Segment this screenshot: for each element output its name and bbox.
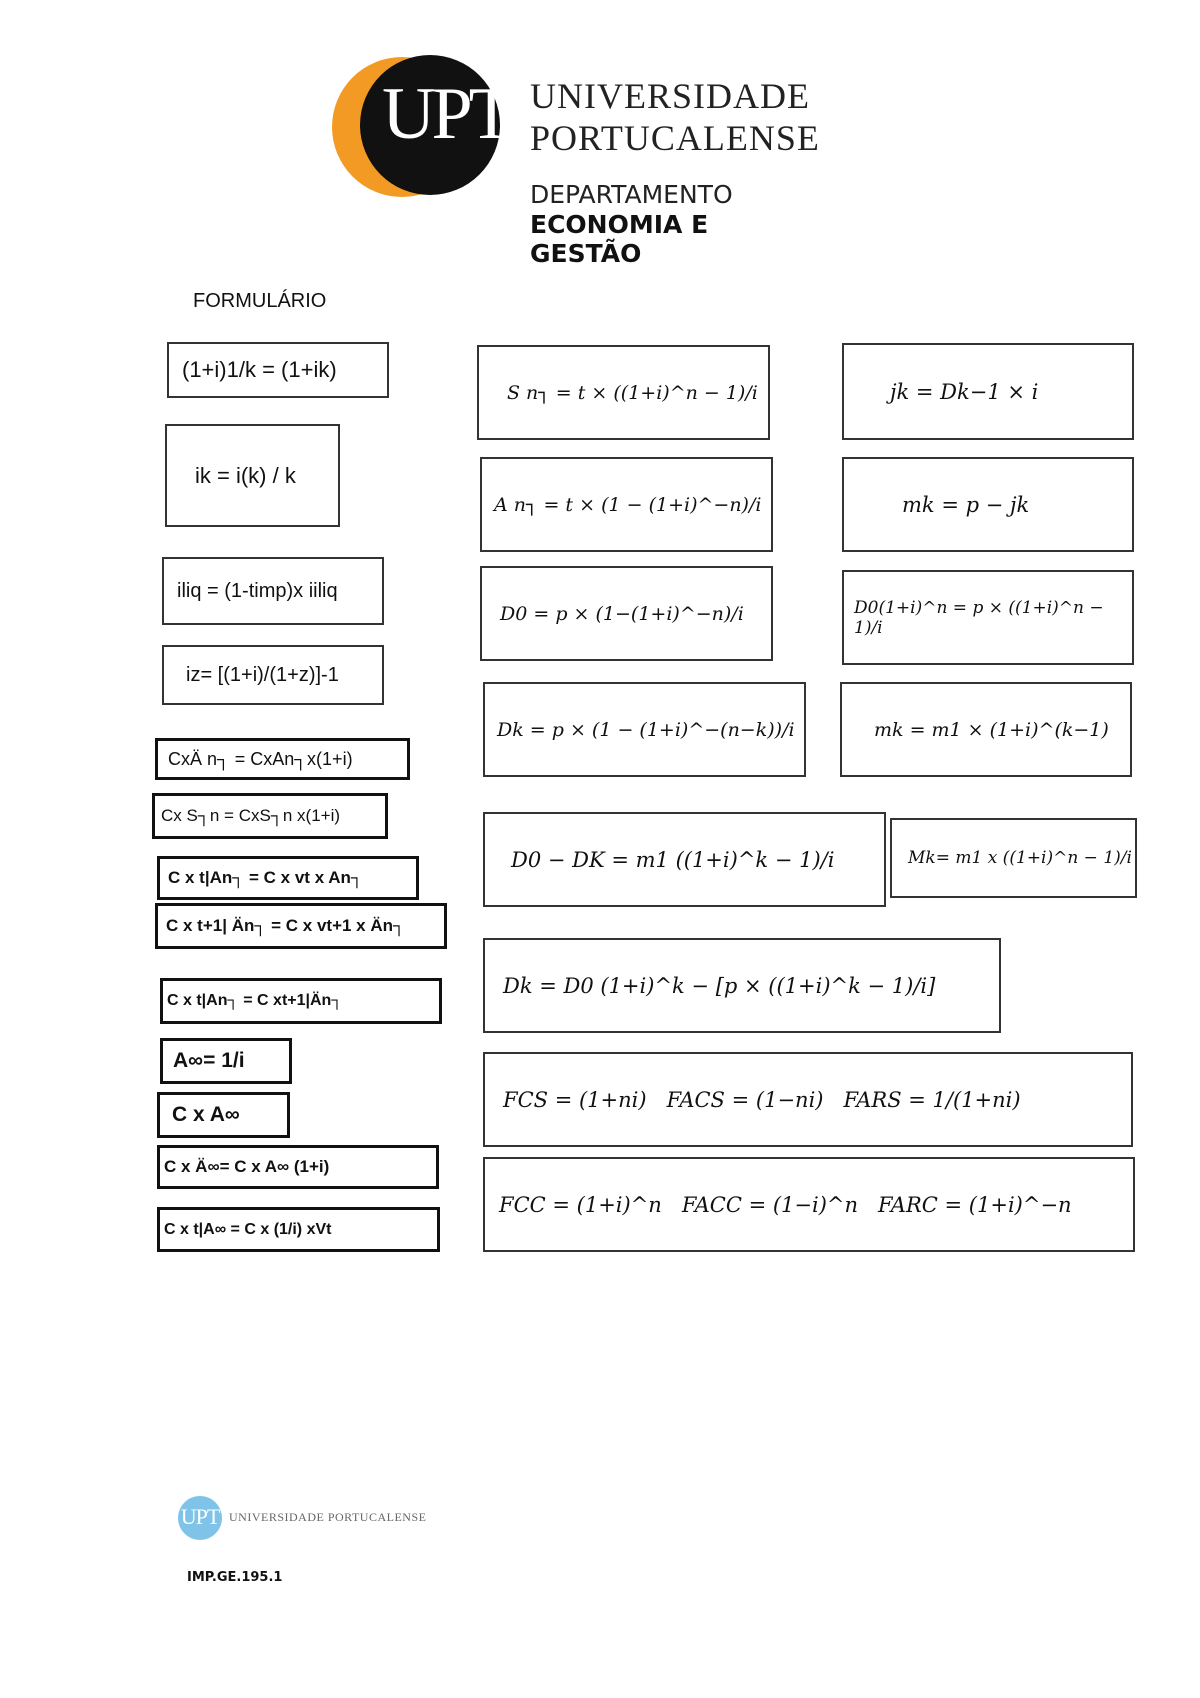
formula-box-dk-prosp xyxy=(483,938,1001,1033)
formula-box-accum-due xyxy=(152,793,388,839)
formula-deferred-equal: C x t|An┐ = C xt+1|Än┐ xyxy=(167,992,343,1009)
logo-mark: UPT xyxy=(382,73,510,155)
formula-box-mk xyxy=(842,457,1134,552)
formula-d0: D0 = p × (1−(1+i)^−n)/i xyxy=(500,602,744,625)
formula-dk: Dk = p × (1 − (1+i)^−(n−k))/i xyxy=(497,718,795,741)
footer-logo xyxy=(177,1495,457,1545)
formula-perp-due: C x Ä∞= C x A∞ (1+i) xyxy=(164,1157,330,1176)
formula-ik-div: ik = i(k) / k xyxy=(195,462,296,488)
formula-deferred-due: C x t+1| Än┐ = C x vt+1 x Än┐ xyxy=(166,916,406,935)
formula-ik-equiv: (1+i)1/k = (1+ik) xyxy=(182,357,337,382)
formula-fcs-row: FCS = (1+ni) FACS = (1−ni) FARS = 1/(1+ni) xyxy=(503,1087,1021,1112)
header-logo xyxy=(330,55,820,268)
formula-box-jk xyxy=(842,343,1134,440)
formula-box-perp-due xyxy=(157,1145,439,1189)
section-title: FORMULÁRIO xyxy=(193,290,327,312)
formula-d0-dk: D0 − DK = m1 ((1+i)^k − 1)/i xyxy=(511,847,835,872)
formula-box-ik-equiv xyxy=(167,342,389,398)
university-line1: UNIVERSIDADE xyxy=(530,76,810,116)
formula-jk: jk = Dk−1 × i xyxy=(890,379,1039,404)
formula-dk-prosp: Dk = D0 (1+i)^k − [p × ((1+i)^k − 1)/i] xyxy=(503,973,936,998)
formula-box-sn xyxy=(477,345,770,440)
formula-box-iliq xyxy=(162,557,384,625)
formula-box-Mk xyxy=(890,818,1137,898)
formula-box-d0-fv xyxy=(842,570,1134,665)
formula-deferred: C x t|An┐ = C x vt x An┐ xyxy=(168,868,363,887)
formula-box-deferred xyxy=(157,856,419,900)
formula-box-perp xyxy=(160,1038,292,1084)
formula-box-d0 xyxy=(480,566,773,661)
doc-code: IMP.GE.195.1 xyxy=(187,1570,283,1585)
formula-box-fcs-row xyxy=(483,1052,1133,1147)
formula-mk-m1: mk = m1 × (1+i)^(k−1) xyxy=(874,718,1109,741)
formula-perp-deferred: C x t|A∞ = C x (1/i) xVt xyxy=(164,1220,332,1238)
footer-university-name: UNIVERSIDADE PORTUCALENSE xyxy=(229,1510,427,1524)
formula-Mk: Mk= m1 x ((1+i)^n − 1)/i xyxy=(908,848,1132,868)
formula-box-dk xyxy=(483,682,806,777)
formula-iz: iz= [(1+i)/(1+z)]-1 xyxy=(186,663,339,686)
formula-d0-fv: D0(1+i)^n = p × ((1+i)^n − 1)/i xyxy=(854,597,1104,638)
formula-perp-c: C x A∞ xyxy=(172,1103,240,1126)
footer-logo-mark: UPT xyxy=(180,1504,220,1529)
formula-accum-due: Cx S┐n = CxS┐n x(1+i) xyxy=(161,806,341,825)
formula-box-mk-m1 xyxy=(840,682,1132,777)
formula-box-ik-div xyxy=(165,424,340,527)
university-line2: PORTUCALENSE xyxy=(530,118,820,158)
formula-box-deferred-equal xyxy=(160,978,442,1024)
formula-iliq: iliq = (1-timp)x iiliq xyxy=(177,579,338,602)
formula-box-iz xyxy=(162,645,384,705)
formula-fcc-row: FCC = (1+i)^n FACC = (1−i)^n FARC = (1+i)^−n xyxy=(499,1192,1072,1217)
formula-an: A n┐ = t × (1 − (1+i)^−n)/i xyxy=(494,493,762,516)
department-name: ECONOMIA E GESTÃO xyxy=(530,210,709,268)
formula-perp: A∞= 1/i xyxy=(173,1049,245,1072)
formula-box-perp-c xyxy=(157,1092,290,1138)
formula-annuity-due: CxÄ n┐ = CxAn┐x(1+i) xyxy=(168,748,353,769)
formula-box-annuity-due xyxy=(155,738,410,780)
formula-sn: S n┐ = t × ((1+i)^n − 1)/i xyxy=(507,381,758,404)
formula-box-fcc-row xyxy=(483,1157,1135,1252)
formula-box-deferred-due xyxy=(155,903,447,949)
formula-mk: mk = p − jk xyxy=(902,492,1030,517)
formula-box-perp-deferred xyxy=(157,1207,440,1252)
formula-box-d0-dk xyxy=(483,812,886,907)
formula-box-an xyxy=(480,457,773,552)
department-label: DEPARTAMENTO xyxy=(530,180,733,209)
